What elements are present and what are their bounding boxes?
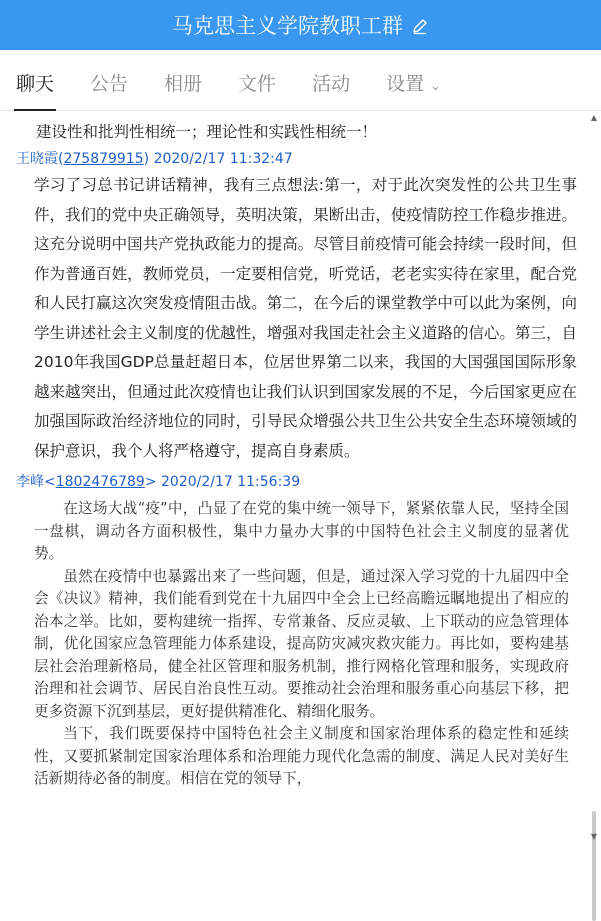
previous-message-tail: 建设性和批判性相统一；理论性和实践性相统一！ bbox=[36, 123, 378, 141]
tab-activities[interactable] bbox=[312, 69, 350, 110]
sender-name: 李峰 bbox=[16, 474, 44, 490]
image-paragraph: 在这场大战“疫”中，凸显了在党的集中统一领导下，紧紧依靠人民，坚持全国一盘棋，调动各方面积极性，集中力量办大事的中国特色社会主义制度的显著优势。 bbox=[34, 500, 569, 562]
tab-files[interactable] bbox=[238, 69, 276, 110]
scroll-down-icon[interactable]: ▼ bbox=[590, 832, 598, 841]
app-header bbox=[0, 0, 601, 50]
message-image-text bbox=[34, 498, 569, 791]
chat-scrollbar[interactable] bbox=[589, 111, 599, 844]
tab-settings[interactable] bbox=[386, 69, 441, 110]
group-title: 马克思主义学院教职工群 bbox=[172, 14, 403, 38]
tab-files-label: 文件 bbox=[238, 73, 277, 95]
message-sender: 李峰<1802476789> 2020/2/17 11:56:39 bbox=[16, 474, 301, 490]
tab-chat-label: 聊天 bbox=[16, 73, 55, 95]
tab-announcement-label: 公告 bbox=[90, 73, 129, 95]
tab-announcement[interactable] bbox=[90, 69, 128, 110]
tab-bar bbox=[0, 50, 601, 111]
scroll-up-icon[interactable]: ▲ bbox=[590, 113, 598, 122]
chevron-down-icon: ⌄ bbox=[430, 79, 441, 94]
tab-activities-label: 活动 bbox=[312, 73, 351, 95]
scrollbar-thumb[interactable] bbox=[592, 811, 596, 921]
message-sender: 王晓霞(275879915) 2020/2/17 11:32:47 bbox=[16, 151, 293, 167]
tab-album-label: 相册 bbox=[164, 73, 203, 95]
message-time: 2020/2/17 11:56:39 bbox=[161, 474, 301, 490]
message-time: 2020/2/17 11:32:47 bbox=[153, 151, 293, 167]
tab-chat[interactable] bbox=[16, 69, 54, 110]
tab-settings-label: 设置 bbox=[386, 73, 425, 95]
sender-qq-link[interactable]: 1802476789 bbox=[55, 474, 145, 490]
message-text: 学习了习总书记讲话精神，我有三点想法:第一，对于此次突发性的公共卫生事件，我们的党中央正确领导，英明决策，果断出击，使疫情防控工作稳步推进。这充分说明中国共产党执政能力的提高。尽管目前疫情可能会持续一段时间，但作为普通百姓，教师党员，一定要相信党，听党话，老老实实待在家里，配合党和人民打赢这次突发疫情阻击战。第二，在今后的课堂教学中可以此为案例，向学生讲述社会主义制度的优越性，增强对我国走社会主义道路的信心。第三，自2010年我国GDP总量赶超日本，位居世界第二以来，我国的大国强国国际形象越来越突出，但通过此次疫情也让我们认识到国家发展的不足，今后国家更应在加强国际政治经济地位的同时，引导民众增强公共卫生公共安全生态环境领域的保护意识，我个人将严格遵守，提高自身素质。 bbox=[34, 176, 577, 460]
image-paragraph: 虽然在疫情中也暴露出来了一些问题，但是，通过深入学习党的十九届四中全会《决议》精神，我们能看到党在十九届四中全会上已经高瞻远瞩地提出了相应的治本之举。比如，要构建统一指挥、专常兼备、反应灵敏、上下联动的应急管理体制，优化国家应急管理能力体系建设，提高防灾减灾救灾能力。再比如，要构建基层社会治理新格局，健全社区管理和服务机制，推行网格化管理和服务，实现政府治理和社会调节、居民自治良性互动。要推动社会治理和服务重心向基层下移，把更多资源下沉到基层，更好提供精准化、精细化服务。 bbox=[34, 567, 569, 720]
image-paragraph: 当下，我们既要保持中国特色社会主义制度和国家治理体系的稳定性和延续性，又要抓紧制定国家治理体系和治理能力现代化急需的制度、满足人民对美好生活新期待必备的制度。相信在党的领导下， bbox=[34, 725, 569, 787]
sender-qq-link[interactable]: 275879915 bbox=[63, 151, 144, 167]
sender-name: 王晓霞 bbox=[16, 151, 58, 167]
chat-history[interactable] bbox=[0, 111, 587, 844]
edit-pencil-icon[interactable] bbox=[411, 16, 429, 34]
tab-album[interactable] bbox=[164, 69, 202, 110]
